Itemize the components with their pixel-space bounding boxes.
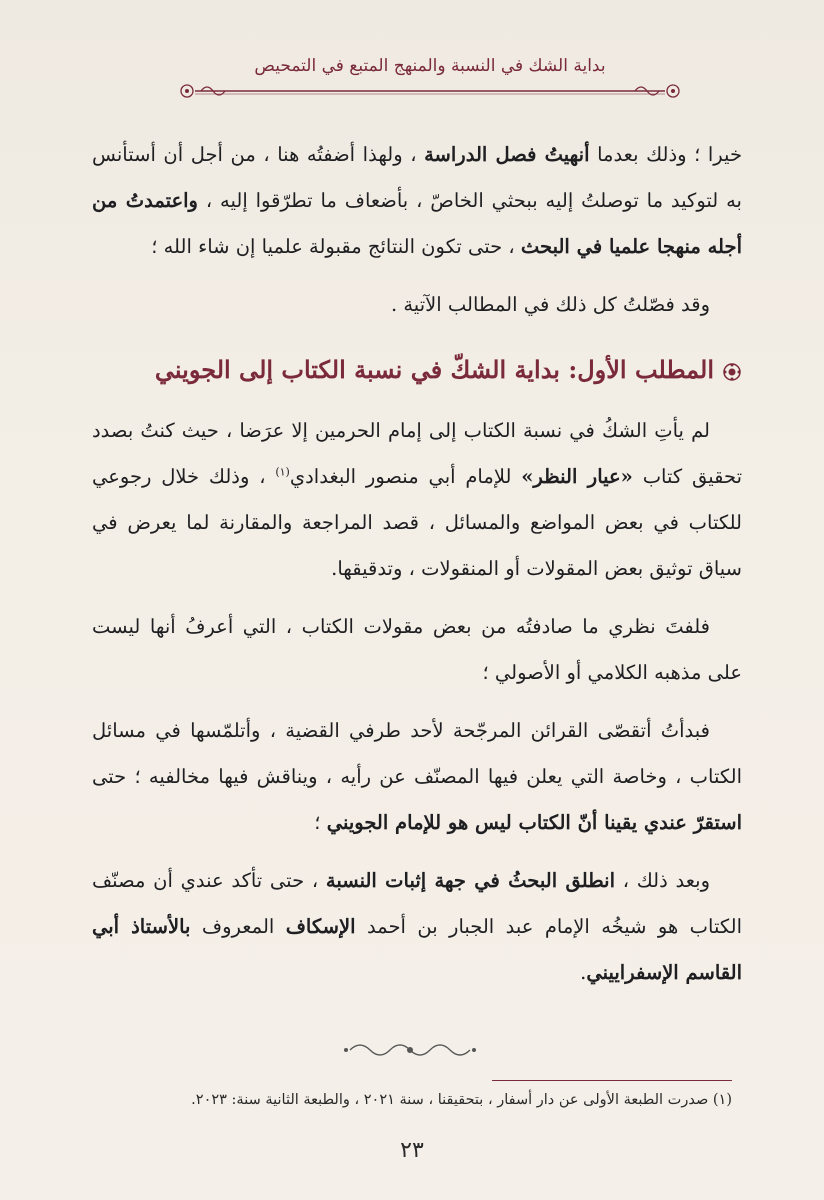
p5-bold-b: استقرّ عندي يقينا أنّ الكتاب ليس هو للإمام الجويني (326, 811, 742, 834)
page-header (150, 54, 710, 102)
flower-bullet-icon (722, 362, 742, 382)
running-title: بداية الشك في النسبة والمنهج المتبع في التمحيص (254, 56, 606, 76)
p6-text-e: المعروف (190, 915, 286, 938)
p1-text-e: ، حتى تكون النتائج مقبولة علميا إن شاء الله ؛ (151, 235, 521, 258)
page-body (92, 132, 742, 1008)
footnote: (١) صدرت الطبعة الأولى عن دار أسفار ، بتحقيقنا ، سنة ٢٠٢١ ، والطبعة الثانية سنة: ٢٠٢٣. (191, 1092, 732, 1108)
paragraph-4: فلفتَ نظري ما صادفتُه من بعض مقولات الكتاب ، التي أعرفُ أنها ليست على مذهبه الكلامي أو الأصولي ؛ (92, 615, 742, 684)
p3-text-d: ، وذلك خلال رجوعي للكتاب في بعض المواضع والمسائل ، قصد المراجعة والمقارنة لما يعرض في سياق توثيق بعض المقولات أو المنقولات ، وتدقيقها. (92, 465, 742, 580)
p1-text-c: ، ولهذا أضفتُه هنا ، من أجل أن أستأنس به لتوكيد ما توصلتُ إليه ببحثي الخاصّ ، بأضعاف ما تطرّقوا إليه ، (92, 143, 742, 212)
page-number: ٢٣ (400, 1138, 424, 1163)
footnote-divider (492, 1080, 732, 1081)
p3-text-a: لم يأتِ الشكُ في نسبة الكتاب إلى إمام الحرمين إلا عرَضا ، حيث كنتُ بصدد تحقيق كتاب (92, 419, 742, 488)
p1-text-a: خيرا ؛ وذلك بعدما (589, 143, 742, 166)
footnote-reference[interactable]: (١) (275, 465, 290, 479)
p5-text-c: ؛ (314, 811, 327, 834)
p6-text-g: . (580, 961, 587, 984)
p6-text-c: ، حتى تأكد عندي أن مصنّف الكتاب هو شيخُه الإمام عبد الجبار بن أحمد (92, 869, 742, 938)
p6-bold-f: بالأستاذ أبي القاسم الإسفراييني (92, 915, 742, 984)
header-ornament-icon (165, 80, 695, 102)
p6-bold-b: انطلق البحثُ في جهة إثبات النسبة (325, 869, 616, 892)
section-end-ornament-icon (340, 1040, 480, 1060)
p1-bold-d: واعتمدتُ من أجله منهجا علميا في البحث (92, 189, 742, 258)
section-heading (92, 350, 742, 390)
p6-text-a: وبعد ذلك ، (615, 869, 711, 892)
p5-text-a: فبدأتُ أتقصّى القرائن المرجّحة لأحد طرفي القضية ، وأتلمّسها في مسائل الكتاب ، وخاصة التي يعلن فيها المصنّف عن رأيه ، ويناقش فيها مخالفيه ؛ حتى (92, 719, 742, 788)
paragraph-5 (92, 708, 742, 846)
p3-book-title: «عيار النظر» (521, 465, 633, 488)
paragraph-1 (92, 132, 742, 270)
section-heading-text: المطلب الأول: بداية الشكّ في نسبة الكتاب إلى الجويني (154, 355, 714, 384)
p3-text-c: للإمام أبي منصور البغدادي (289, 465, 522, 488)
paragraph-2: وقد فصّلتُ كل ذلك في المطالب الآتية . (390, 293, 710, 316)
paragraph-6 (92, 858, 742, 996)
paragraph-3 (92, 408, 742, 592)
p1-bold-b: أنهيتُ فصل الدراسة (424, 143, 590, 166)
p6-bold-d: الإسكاف (285, 915, 356, 938)
